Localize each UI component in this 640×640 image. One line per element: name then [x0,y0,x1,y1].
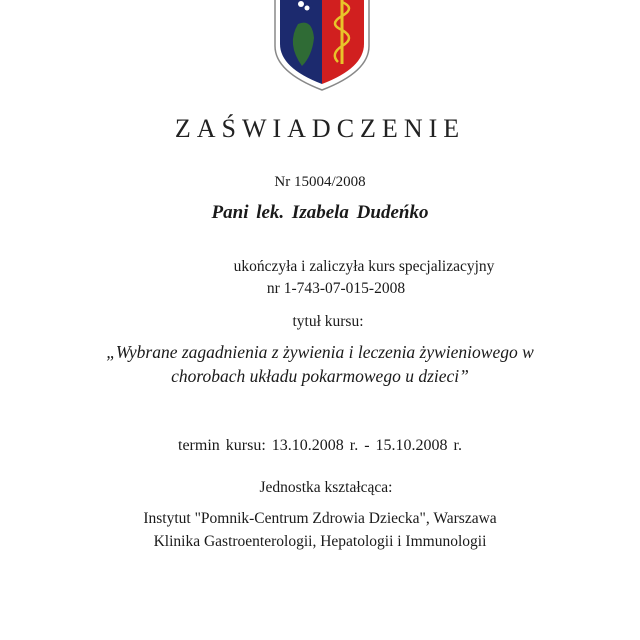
recipient-name: Pani lek. Izabela Dudeńko [211,202,429,223]
certificate-number: Nr 15004/2008 [274,174,366,190]
medical-crest-emblem [272,0,372,92]
course-title-label: tytuł kursu: [292,313,364,330]
certificate-title: ZAŚWIADCZENIE [174,114,466,143]
institution-line-2: Klinika Gastroenterologii, Hepatologii i Immunologii [153,533,487,550]
course-title-line-2: chorobach układu pokarmowego u dzieci” [171,366,469,386]
completion-text: ukończyła i zaliczyła kurs specjalizacyjny [233,258,495,275]
institution-line-1: Instytut "Pomnik-Centrum Zdrowia Dziecka", Warszawa [143,510,497,527]
unit-label: Jednostka kształcąca: [259,479,393,496]
course-title-line-1: „Wybrane zagadnienia z żywienia i leczenia żywieniowego w [106,342,534,362]
course-dates: termin kursu: 13.10.2008 r. - 15.10.2008 r. [178,437,462,454]
course-number: nr 1-743-07-015-2008 [266,280,406,297]
